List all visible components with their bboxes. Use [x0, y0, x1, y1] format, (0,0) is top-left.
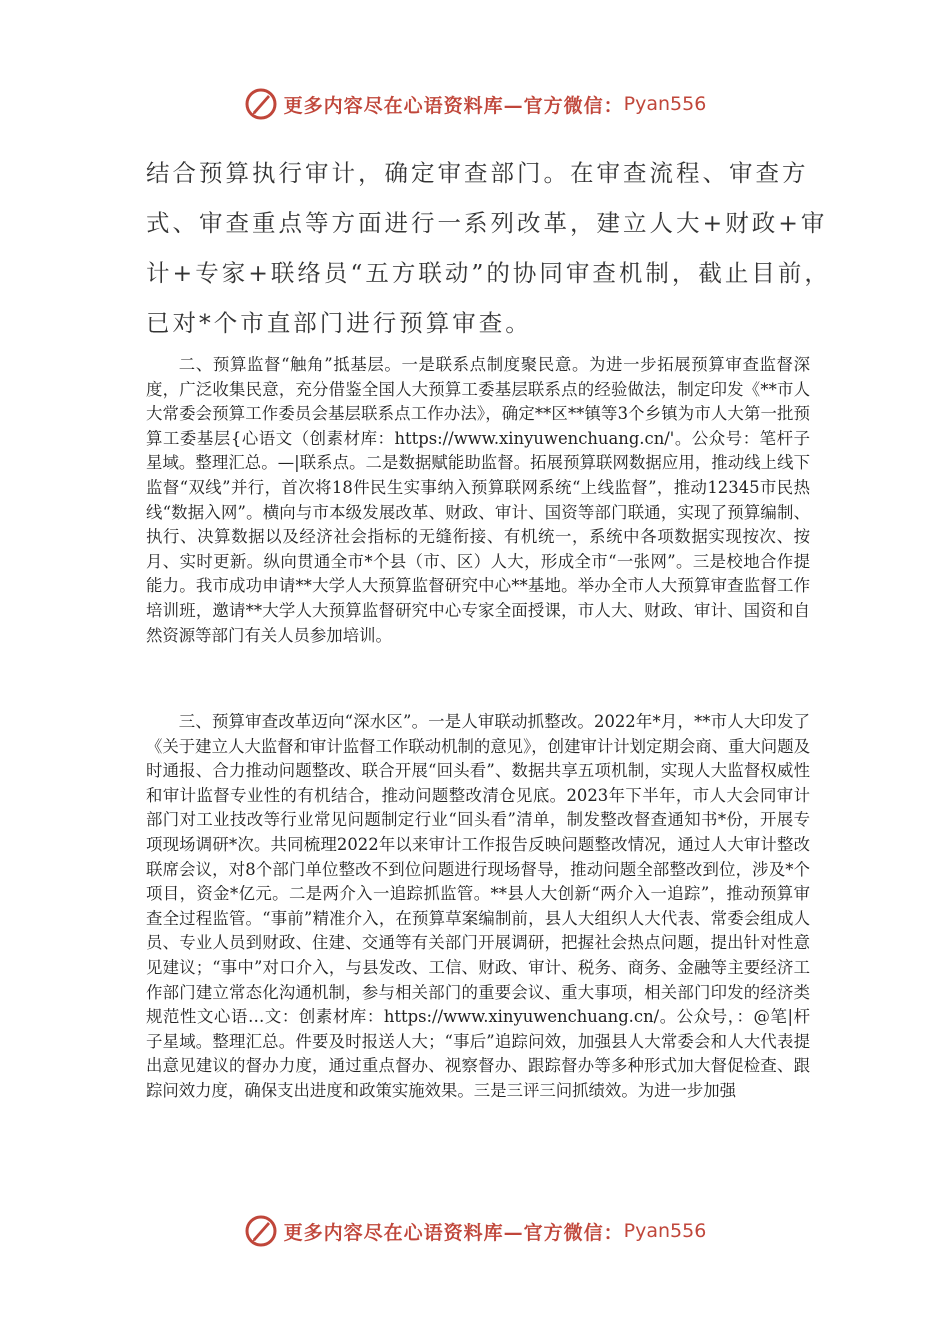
footer-watermark-banner	[0, 1211, 950, 1251]
banner-text: 更多内容尽在心语资料库—官方微信：	[283, 94, 624, 117]
banner-text: 更多内容尽在心语资料库—官方微信：	[283, 1221, 624, 1244]
paragraph-budget-supervision: 二、预算监督“触角”抵基层。一是联系点制度聚民意。为进一步拓展预算审查监督深度，广泛收集民意，充分借鉴全国人大预算工委基层联系点的经验做法，制定印发《**市人大常委会预算工作委员会基层联系点工作办法》，确定**区**镇等3个乡镇为市人大第一批预算工委基层{心语文（创素材库：https://www.xinyuwenchuang.cn/'。公众号：笔杆子星域。整理汇总。—|联系点。二是数据赋能助监督。拓展预算联网数据应用，推动线上线下监督“双线”并行，首次将18件民生实事纳入预算联网系统“上线监督”，推动12345市民热线“数据入网”。横向与市本级发展改革、财政、审计、国资等部门联通，实现了预算编制、执行、决算数据以及经济社会指标的无缝衔接、有机统一，系统中各项数据实现按次、按月、实时更新。纵向贯通全市*个县（市、区）人大，形成全市“一张网”。三是校地合作提能力。我市成功申请**大学人大预算监督研究中心**基地。举办全市人大预算审查监督工作培训班，邀请**大学人大预算监督研究中心专家全面授课，市人大、财政、审计、国资和自然资源等部门有关人员参加培训。	[146, 355, 810, 645]
banner-wechat-id: Pyan556	[623, 1220, 707, 1242]
quill-seal-icon	[244, 87, 278, 121]
lead-line: 计+专家+联络员“五方联动”的协同审查机制，截止目前，	[146, 259, 831, 287]
quill-seal-icon	[244, 1214, 278, 1248]
paragraph-budget-reform: 三、预算审查改革迈向“深水区”。一是人审联动抓整改。2022年*月，**市人大印发了《关于建立人大监督和审计监督工作联动机制的意见》，创建审计计划定期会商、重大问题及时通报、合力推动问题整改、联合开展“回头看”、数据共享五项机制，实现人大监督权威性和审计监督专业性的有机结合，推动问题整改清仓见底。2023年下半年，市人大会同审计部门对工业技改等行业常见问题制定行业“回头看”清单，制发整改督查通知书*份，开展专项现场调研*次。共同梳理2022年以来审计工作报告反映问题整改情况，通过人大审计整改联席会议，对8个部门单位整改不到位问题进行现场督导，推动问题全部整改到位，涉及*个项目，资金*亿元。二是两介入一追踪抓监管。**县人大创新“两介入一追踪”，推动预算审查全过程监管。“事前”精准介入，在预算草案编制前，县人大组织人大代表、常委会组成人员、专业人员到财政、住建、交通等有关部门开展调研，把握社会热点问题，提出针对性意见建议；“事中”对口介入，与县发改、工信、财政、审计、税务、商务、金融等主要经济工作部门建立常态化沟通机制，参与相关部门的重要会议、重大事项，相关部门印发的经济类规范性文心语…文：创素材库：https://www.xinyuwenchuang.cn/。公众号，：@笔|杆子星域。整理汇总。件要及时报送人大；“事后”追踪问效，加强县人大常委会和人大代表提出意见建议的督办力度，通过重点督办、视察督办、跟踪督办等多种形式加大督促检查、跟踪问效力度，确保支出进度和政策实施效果。三是三评三问抓绩效。为进一步加强	[146, 712, 810, 1100]
lead-paragraph	[146, 148, 831, 348]
lead-line: 结合预算执行审计，确定审查部门。在审查流程、审查方	[146, 159, 809, 187]
lead-line: 式、审查重点等方面进行一系列改革，建立人大+财政+审	[146, 209, 828, 237]
header-watermark-banner	[0, 84, 950, 124]
banner-wechat-id: Pyan556	[623, 93, 707, 115]
lead-line: 已对*个市直部门进行预算审查。	[146, 309, 532, 337]
